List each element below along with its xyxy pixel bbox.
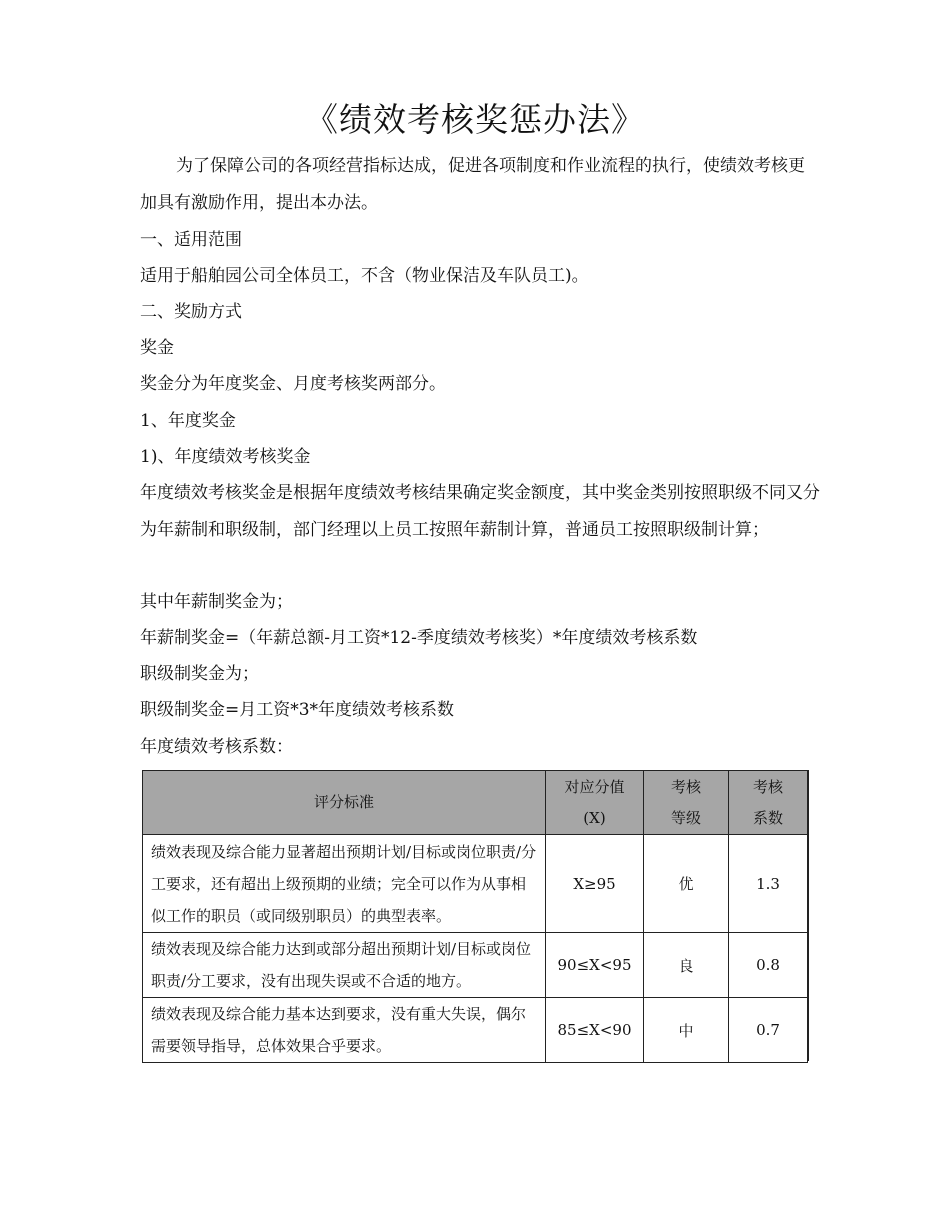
score-cell: 90≤X<95 bbox=[546, 933, 644, 998]
table-row bbox=[143, 835, 808, 933]
header-coef-line1: 考核 bbox=[752, 777, 783, 796]
table-row bbox=[143, 933, 808, 998]
bonus-split-text: 奖金分为年度奖金、月度考核奖两部分。 bbox=[140, 374, 446, 394]
table-right-border bbox=[807, 770, 809, 1061]
header-level-line1: 考核 bbox=[670, 777, 701, 796]
annual-performance-heading: 1)、年度绩效考核奖金 bbox=[140, 447, 311, 467]
performance-coefficient-table bbox=[142, 770, 808, 1063]
header-level bbox=[644, 771, 729, 835]
table-row bbox=[143, 998, 808, 1063]
header-score bbox=[546, 771, 644, 835]
header-score-line1: 对应分值 bbox=[564, 777, 625, 796]
bonus-label: 奖金 bbox=[140, 338, 174, 358]
criteria-cell: 绩效表现及综合能力显著超出预期计划/目标或岗位职责/分工要求，还有超出上级预期的业绩；完全可以作为从事相似工作的职员（或同级别职员）的典型表率。 bbox=[143, 835, 546, 933]
header-coef-line2: 系数 bbox=[752, 808, 783, 827]
criteria-cell: 绩效表现及综合能力基本达到要求，没有重大失误，偶尔需要领导指导，总体效果合乎要求。 bbox=[143, 998, 546, 1063]
section1-text: 适用于船舶园公司全体员工，不含（物业保洁及车队员工)。 bbox=[140, 266, 589, 286]
header-coefficient bbox=[729, 771, 808, 835]
criteria-cell: 绩效表现及综合能力达到或部分超出预期计划/目标或岗位职责/分工要求，没有出现失误或不合适的地方。 bbox=[143, 933, 546, 998]
coefficient-cell: 0.7 bbox=[729, 998, 808, 1063]
score-cell: X≥95 bbox=[546, 835, 644, 933]
grade-bonus-formula: 职级制奖金=月工资*3*年度绩效考核系数 bbox=[140, 700, 455, 720]
document-title: 《绩效考核奖惩办法》 bbox=[305, 100, 645, 139]
annual-bonus-heading: 1、年度奖金 bbox=[140, 411, 236, 431]
annual-salary-intro: 其中年薪制奖金为； bbox=[140, 592, 293, 612]
header-level-line2: 等级 bbox=[670, 808, 701, 827]
intro-paragraph: 为了保障公司的各项经营指标达成，促进各项制度和作业流程的执行，使绩效考核更加具有激励作用，提出本办法。 bbox=[140, 156, 805, 213]
coefficient-label: 年度绩效考核系数： bbox=[140, 737, 293, 757]
table-header-row bbox=[143, 771, 808, 835]
section1-heading: 一、适用范围 bbox=[140, 230, 242, 250]
grade-bonus-intro: 职级制奖金为； bbox=[140, 664, 259, 684]
coefficient-cell: 0.8 bbox=[729, 933, 808, 998]
coefficient-cell: 1.3 bbox=[729, 835, 808, 933]
level-cell: 中 bbox=[644, 998, 729, 1063]
score-cell: 85≤X<90 bbox=[546, 998, 644, 1063]
level-cell: 优 bbox=[644, 835, 729, 933]
header-criteria: 评分标准 bbox=[143, 771, 546, 835]
annual-salary-formula: 年薪制奖金=（年薪总额-月工资*12-季度绩效考核奖）*年度绩效考核系数 bbox=[140, 628, 698, 648]
level-cell: 良 bbox=[644, 933, 729, 998]
section2-heading: 二、奖励方式 bbox=[140, 302, 242, 322]
header-score-line2: (X) bbox=[583, 808, 606, 827]
annual-bonus-description: 年度绩效考核奖金是根据年度绩效考核结果确定奖金额度，其中奖金类别按照职级不同又分为年薪制和职级制，部门经理以上员工按照年薪制计算，普通员工按照职级制计算； bbox=[140, 483, 820, 540]
